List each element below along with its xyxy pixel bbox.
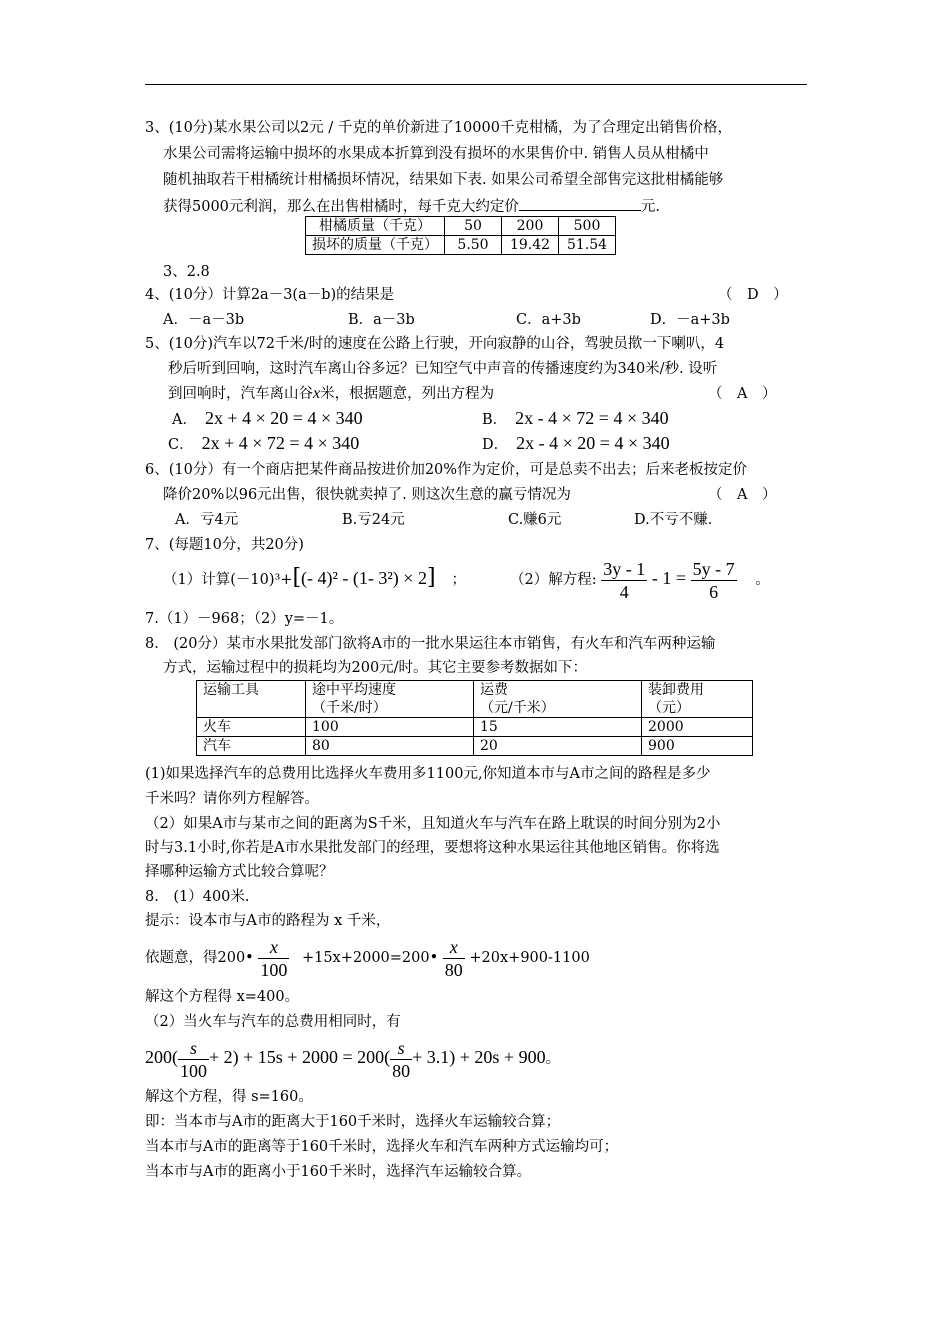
q8-part-2-answer: （2）当火车与汽车的总费用相同时，有 <box>145 1014 401 1030</box>
q3-line-4-text: 获得5000元利润，那么在出售柑橘时，每千克大约定价 <box>163 199 519 215</box>
q8-part-2-line-1: （2）如果A市与某市之间的距离为S千米，且知道火车与汽车在路上耽误的时间分别为2小 <box>145 816 721 832</box>
q6-option-d: D.不亏不赚. <box>634 512 713 528</box>
eq1-prefix: 依题意，得200• <box>145 950 254 966</box>
q8-hint: 提示：设本市与A市的路程为 x 千米， <box>145 913 391 929</box>
period: 。 <box>755 572 770 588</box>
answer-blank <box>519 196 641 211</box>
q3-answer: 3、2.8 <box>163 264 210 280</box>
q8-answer-1: 8. (1）400米. <box>145 889 250 905</box>
header-line-2: （元） <box>648 700 690 716</box>
eq1-middle: +15x+2000=200• <box>301 950 439 966</box>
option-label: A． <box>172 412 197 428</box>
table-header-cell <box>474 681 642 718</box>
q8-conclusion-1: 即：当本市与A市的距离大于160千米时，选择火车运输较合算； <box>145 1114 561 1130</box>
table-cell: 损坏的质量（千克） <box>306 236 445 255</box>
table-cell: 5.50 <box>445 236 502 255</box>
q8-line-2: 方式，运输过程中的损耗均为200元/时。其它主要参考数据如下： <box>163 660 588 676</box>
q5-line-3-text-end: 米，根据题意，列出方程为 <box>320 386 495 402</box>
q6-option-b: B.亏24元 <box>342 512 405 528</box>
equation: 2x - 4 × 72 = 4 × 340 <box>515 408 669 428</box>
table-cell: 汽车 <box>197 737 306 756</box>
fraction <box>178 1037 209 1082</box>
numerator: 5y - 7 <box>692 558 735 579</box>
numerator: 3y - 1 <box>603 558 646 579</box>
q8-solve-2: 解这个方程，得 s=160。 <box>145 1089 313 1105</box>
header-line-2: （元/千米） <box>480 700 555 716</box>
table-header-cell <box>306 681 474 718</box>
q6-option-c: C.赚6元 <box>508 512 562 528</box>
table-cell: 20 <box>474 737 642 756</box>
q8-part-1-line-2: 千米吗？请你列方程解答。 <box>145 791 319 807</box>
q8-equation-2 <box>145 1034 560 1080</box>
q5-line-3 <box>168 384 494 404</box>
q3-line-4-end: 元. <box>640 199 661 215</box>
option-label: C． <box>168 437 194 453</box>
q4-option-b: B．a－3b <box>348 312 415 328</box>
numerator: s <box>390 1037 412 1060</box>
q7-expression: (- 4)² - (1- 3²) × 2 <box>301 568 427 588</box>
table-cell: 100 <box>306 718 474 737</box>
q5-option-a <box>172 408 363 430</box>
eq1-suffix: +20x+900-1100 <box>469 950 590 966</box>
table-row <box>197 718 753 737</box>
q8-equation-1 <box>145 935 590 981</box>
q6-line-1: 6、(10分）有一个商店把某件商品按进价加20%作为定价，可是总卖不出去；后来老板按定价 <box>145 462 748 478</box>
table-cell: 500 <box>559 217 616 236</box>
q5-answer: （ A ） <box>708 386 777 402</box>
q8-part-1-line-1: (1)如果选择汽车的总费用比选择火车费用多1100元,你知道本市与A市之间的路程是多少 <box>145 766 711 782</box>
q7-part-1 <box>163 565 467 590</box>
eq2-part-c: + 3.1) + 20s + 900 <box>412 1047 546 1067</box>
q3-line-2: 水果公司需将运输中损坏的水果成本折算到没有损坏的水果售价中. 销售人员从柑橘中 <box>163 146 709 162</box>
q7-part-1-label: （1）计算(－10)³+ <box>163 572 293 588</box>
header-line-1: 途中平均速度 <box>312 682 396 698</box>
q5-option-c <box>168 433 359 455</box>
fraction <box>691 558 737 603</box>
denominator: 80 <box>392 1060 411 1081</box>
q8-solve-1: 解这个方程得 x=400。 <box>145 989 300 1005</box>
q8-conclusion-3: 当本市与A市的距离小于160千米时，选择汽车运输较合算。 <box>145 1164 532 1180</box>
fraction <box>258 936 289 981</box>
equation: 2x + 4 × 20 = 4 × 340 <box>204 408 363 428</box>
header-line-1: 运费 <box>480 682 508 698</box>
eq2-end: 。 <box>545 1051 561 1067</box>
numerator: x <box>258 936 289 959</box>
q8-line-1: 8. (20分）某市水果批发部门欲将A市的一批水果运往本市销售，有火车和汽车两种运输 <box>145 636 716 652</box>
table-cell: 柑橘质量（千克） <box>306 217 445 236</box>
table-cell: 900 <box>642 737 753 756</box>
fraction <box>443 936 465 981</box>
header-line-1: 装卸费用 <box>648 682 704 698</box>
fraction <box>390 1037 412 1082</box>
q7-answer: 7.（1）－968；（2）y=－1。 <box>145 611 344 627</box>
table-cell: 51.54 <box>559 236 616 255</box>
table-row <box>306 217 616 236</box>
equation: 2x + 4 × 72 = 4 × 340 <box>201 433 360 453</box>
q8-part-2-line-3: 择哪种运输方式比较合算呢？ <box>145 864 334 880</box>
q3-line-4 <box>163 196 660 217</box>
q3-table <box>305 216 616 255</box>
right-bracket: ] <box>426 565 436 590</box>
q4-option-d: D．－a+3b <box>650 312 730 328</box>
table-cell: 50 <box>445 217 502 236</box>
q4-stem: 4、(10分）计算2a－3(a－b)的结果是 <box>145 287 395 303</box>
q8-part-2-line-2: 时与3.1小时,你若是A市水果批发部门的经理，要想将这种水果运往其他地区销售。你将选 <box>145 840 720 856</box>
numerator: x <box>443 936 465 959</box>
variable-x: x <box>313 385 321 402</box>
eq2-part-b: + 2) + 15s + 2000 = 200( <box>209 1047 391 1067</box>
equation-middle: - 1 = <box>651 568 686 588</box>
separator: ； <box>451 572 467 588</box>
q8-table <box>196 680 753 756</box>
table-header-row <box>197 681 753 718</box>
denominator: 100 <box>260 959 288 980</box>
option-label: D． <box>482 437 509 453</box>
q3-line-3: 随机抽取若干柑橘统计柑橘损坏情况，结果如下表. 如果公司希望全部售完这批柑橘能够 <box>163 172 724 188</box>
fraction <box>601 558 647 603</box>
table-cell: 19.42 <box>502 236 559 255</box>
q3-line-1: 3、(10分)某水果公司以2元 / 千克的单价新进了10000千克柑橘，为了合理定出销售价格， <box>145 120 732 136</box>
q4-answer: （ D ） <box>718 287 788 303</box>
q4-option-a: A．－a－3b <box>163 312 245 328</box>
table-cell: 15 <box>474 718 642 737</box>
left-bracket: [ <box>292 565 302 590</box>
table-row <box>197 737 753 756</box>
numerator: s <box>178 1037 209 1060</box>
q5-option-d <box>482 433 670 455</box>
table-cell: 2000 <box>642 718 753 737</box>
header-line-2: （千米/时） <box>312 700 387 716</box>
option-label: B． <box>482 412 508 428</box>
q7-part-2 <box>510 555 770 601</box>
q5-line-1: 5、(10分)汽车以72千米/时的速度在公路上行驶，开向寂静的山谷，驾驶员揿一下喇叭，4 <box>145 336 725 352</box>
denominator: 80 <box>444 959 463 980</box>
denominator: 100 <box>180 1060 207 1081</box>
q6-line-2: 降价20%以96元出售，很快就卖掉了. 则这次生意的赢亏情况为 <box>163 487 571 503</box>
q4-option-c: C．a+3b <box>516 312 581 328</box>
table-header-cell: 运输工具 <box>197 681 306 718</box>
q5-line-2: 秒后听到回响，这时汽车离山谷多远？已知空气中声音的传播速度约为340米/秒. 设听 <box>168 361 718 377</box>
denominator: 4 <box>619 581 629 602</box>
q7-part-2-label: （2）解方程: <box>510 572 597 588</box>
denominator: 6 <box>709 581 719 602</box>
q8-conclusion-2: 当本市与A市的距离等于160千米时，选择火车和汽车两种方式运输均可； <box>145 1139 619 1155</box>
table-row <box>306 236 616 255</box>
eq2-part-a: 200( <box>145 1047 178 1067</box>
q6-option-a: A．亏4元 <box>175 512 239 528</box>
q6-answer: （ A ） <box>708 487 777 503</box>
q7-stem: 7、(每题10分，共20分) <box>145 537 304 553</box>
table-cell: 火车 <box>197 718 306 737</box>
table-cell: 80 <box>306 737 474 756</box>
table-cell: 200 <box>502 217 559 236</box>
q5-line-3-text: 到回响时，汽车离山谷 <box>168 386 313 402</box>
table-header-cell <box>642 681 753 718</box>
equation: 2x - 4 × 20 = 4 × 340 <box>516 433 670 453</box>
q5-option-b <box>482 408 669 430</box>
header-rule <box>145 84 807 85</box>
